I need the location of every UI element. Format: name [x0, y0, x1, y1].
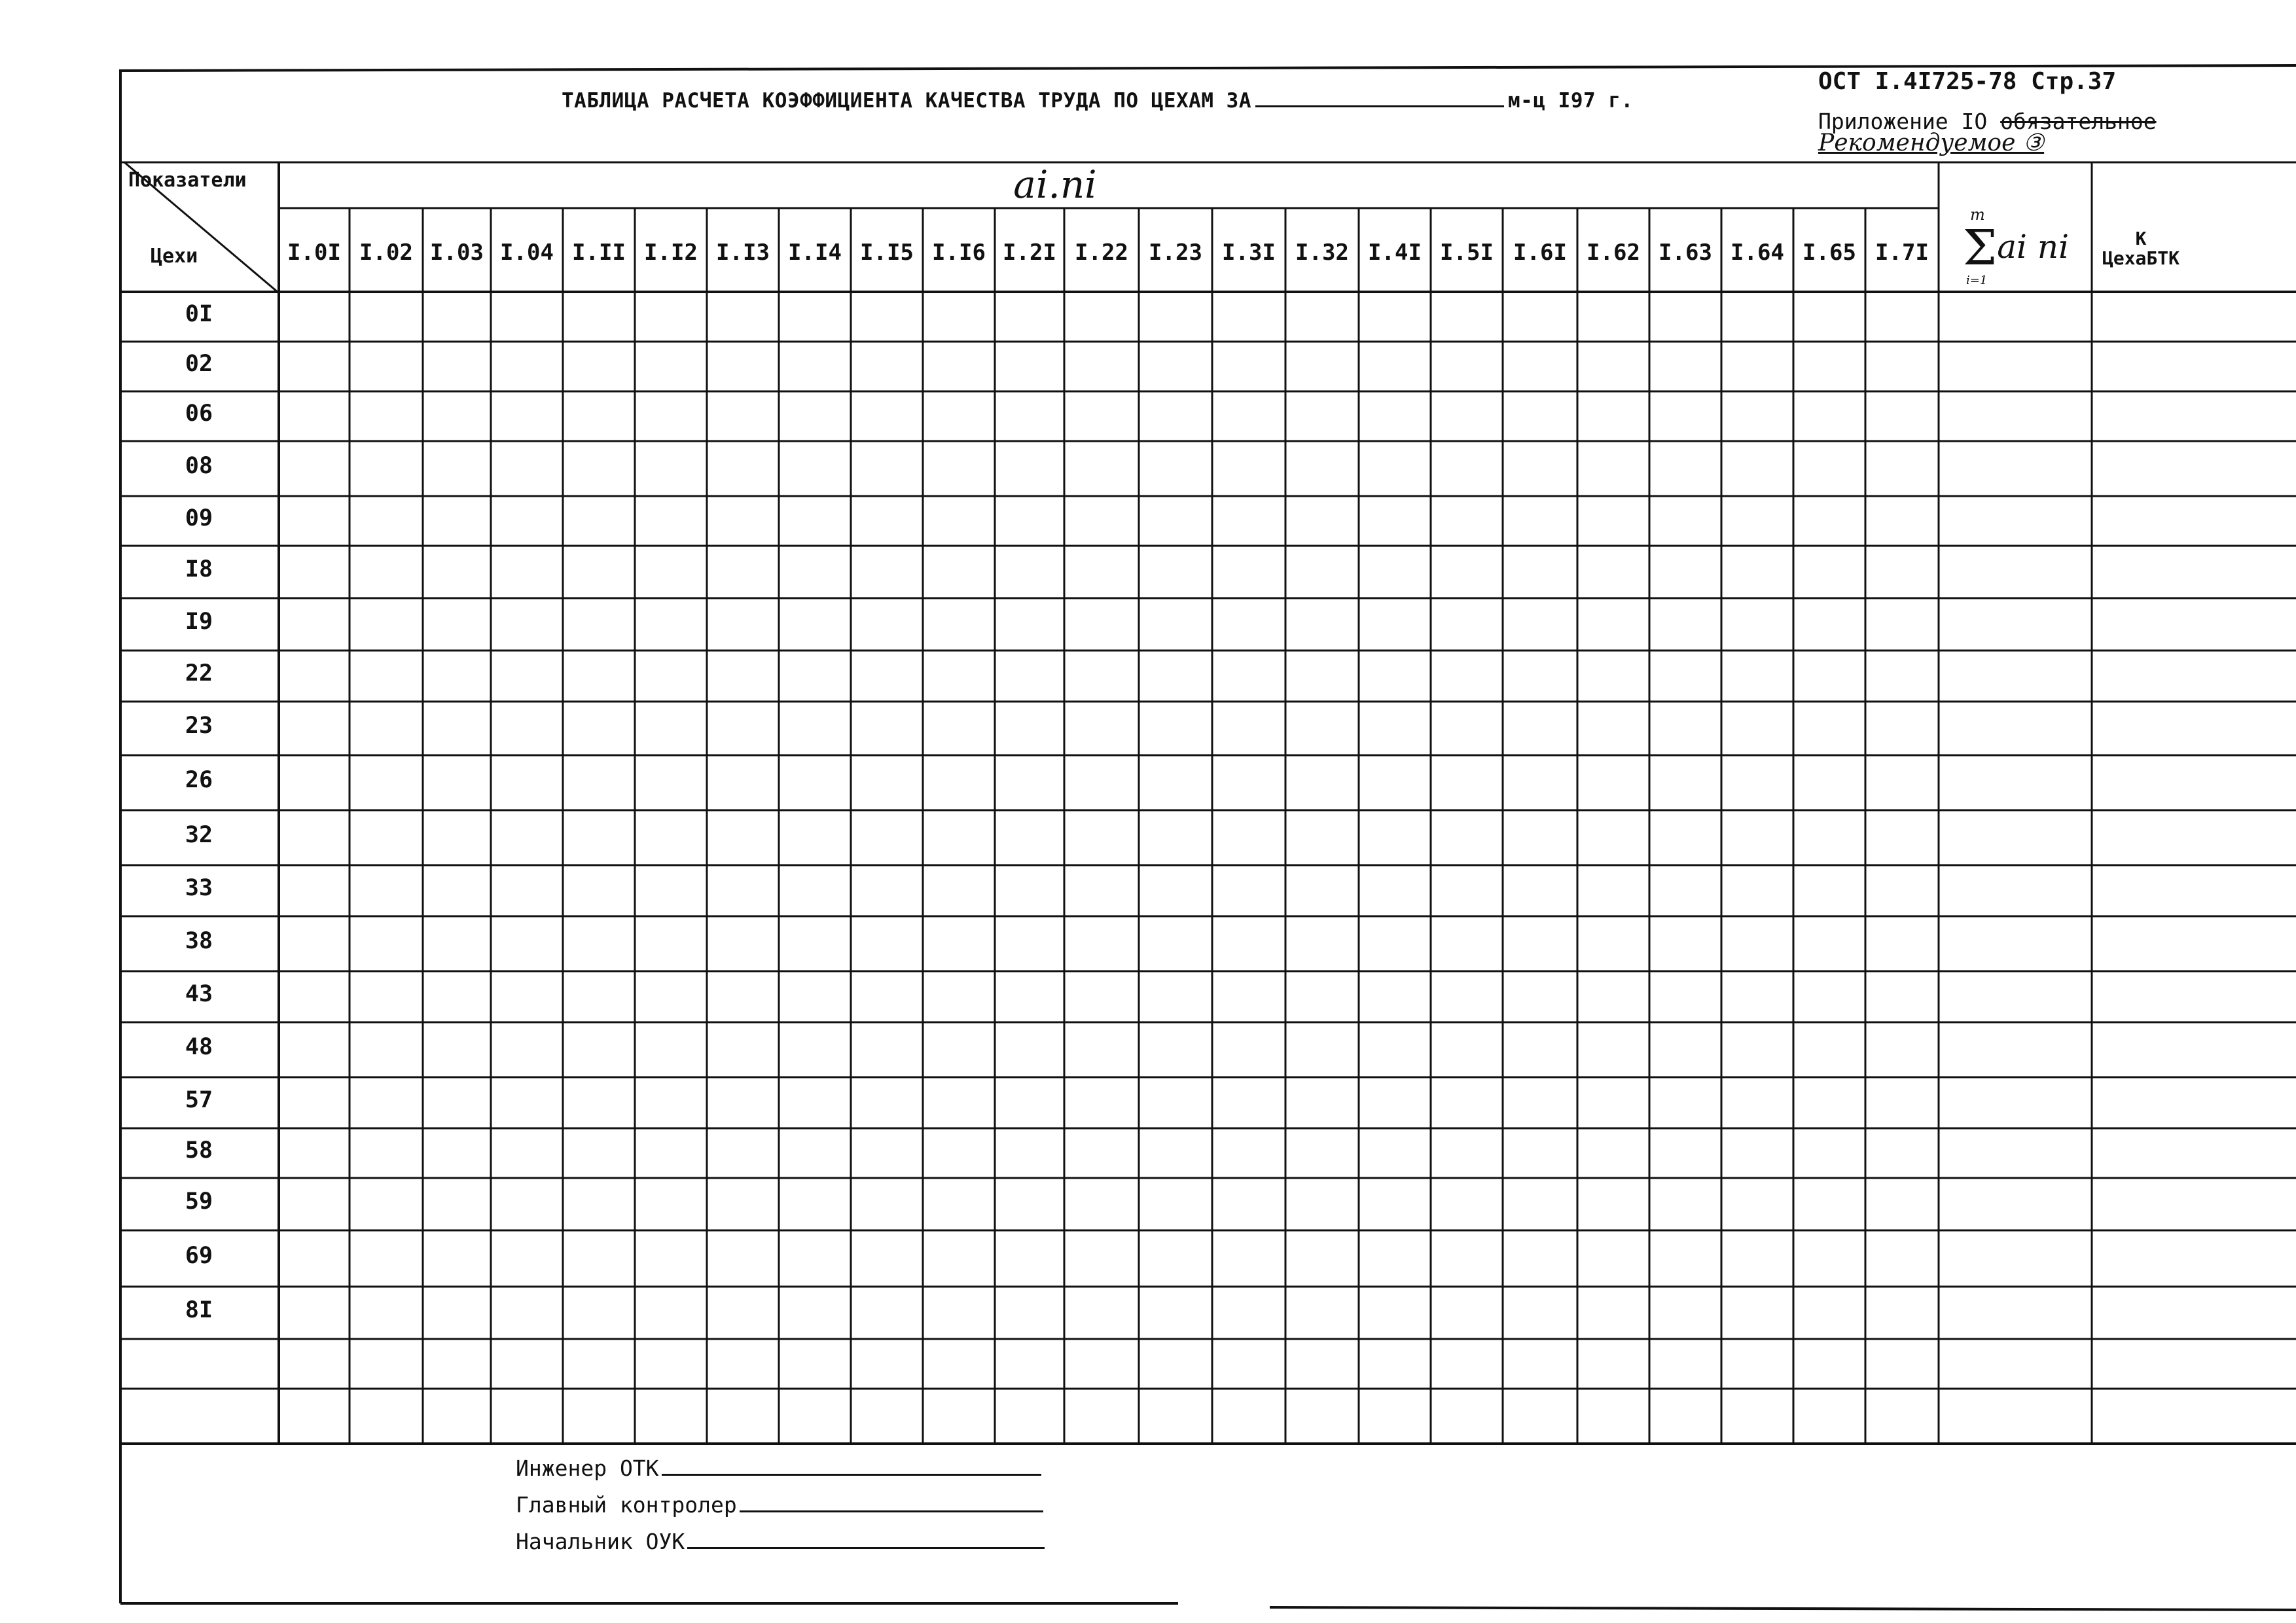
row-label: 0I	[185, 301, 213, 327]
signature-line	[516, 1455, 1041, 1481]
column-code: I.64	[1731, 240, 1784, 266]
k-label-top: К	[2135, 228, 2147, 249]
column-code: I.I2	[644, 240, 698, 266]
signature-field[interactable]	[662, 1461, 1041, 1476]
row-label: 02	[185, 351, 213, 377]
column-code: I.65	[1803, 240, 1856, 266]
row-label: 22	[185, 660, 213, 687]
standard-reference: ОСТ I.4I725-78 Стр.37	[1818, 68, 2117, 95]
column-code: I.3I	[1222, 240, 1276, 266]
k-label-bottom: ЦехаБТК	[2102, 247, 2179, 269]
column-code: I.03	[430, 240, 484, 266]
signature-line	[516, 1492, 1043, 1518]
column-code: I.0I	[287, 240, 341, 266]
column-code: I.7I	[1875, 240, 1929, 266]
row-label: 33	[185, 875, 213, 901]
sum-label: ai ni	[1997, 228, 2070, 266]
row-label: 23	[185, 713, 213, 739]
column-code: I.4I	[1368, 240, 1422, 266]
form-title-text: ТАБЛИЦА РАСЧЕТА КОЭФФИЦИЕНТА КАЧЕСТВА ТРУДА ПО ЦЕХАМ ЗА	[562, 89, 1251, 113]
sigma-icon: Σ	[1962, 220, 1998, 276]
column-code: I.32	[1295, 240, 1349, 266]
corner-label-indicators: Показатели	[128, 169, 247, 192]
appendix-prefix: Приложение IO	[1818, 109, 1988, 134]
column-code: I.62	[1587, 240, 1640, 266]
form-title-suffix: м-ц I97 г.	[1508, 89, 1634, 113]
column-code: I.22	[1075, 240, 1128, 266]
row-label: 09	[185, 505, 213, 531]
row-label: 32	[185, 822, 213, 848]
sum-column-header	[1937, 205, 2094, 287]
row-label: 48	[185, 1034, 213, 1060]
column-code: I.I3	[716, 240, 770, 266]
row-label: 06	[185, 401, 213, 427]
column-code: I.2I	[1003, 240, 1056, 266]
row-label: 59	[185, 1188, 213, 1215]
row-label: 08	[185, 453, 213, 479]
handwritten-note: Рекомендуемое ③	[1818, 130, 2045, 156]
column-code: I.II	[572, 240, 626, 266]
month-field[interactable]	[1255, 90, 1504, 107]
column-code: I.6I	[1513, 240, 1567, 266]
column-code: I.23	[1149, 240, 1202, 266]
column-code: I.04	[500, 240, 554, 266]
row-label: I9	[185, 609, 213, 635]
group-label: ai.ni	[1013, 162, 1097, 207]
column-code: I.I6	[932, 240, 986, 266]
row-label: 69	[185, 1243, 213, 1269]
column-code: I.63	[1659, 240, 1712, 266]
k-column-header	[2092, 229, 2190, 268]
sum-lower-limit: i=1	[1966, 274, 1988, 287]
column-code: I.5I	[1440, 240, 1494, 266]
appendix-struck-word: обязательное	[2000, 109, 2157, 134]
corner-label-shops: Цехи	[151, 245, 198, 268]
row-label: 8I	[185, 1297, 213, 1323]
column-code: I.02	[359, 240, 413, 266]
row-label: 58	[185, 1137, 213, 1164]
signature-field[interactable]	[740, 1497, 1043, 1512]
column-code: I.I5	[860, 240, 914, 266]
row-label: I8	[185, 556, 213, 582]
row-label: 57	[185, 1087, 213, 1113]
signature-label: Инженер ОТК	[516, 1455, 659, 1481]
form-title	[562, 89, 1634, 113]
signature-line	[516, 1529, 1045, 1554]
sum-upper-limit: m	[1970, 205, 1985, 224]
row-label: 38	[185, 928, 213, 954]
signature-label: Начальник ОУК	[516, 1529, 685, 1554]
column-code: I.I4	[788, 240, 842, 266]
row-label: 43	[185, 981, 213, 1007]
signature-field[interactable]	[687, 1534, 1045, 1549]
signature-label: Главный контролер	[516, 1492, 737, 1518]
row-label: 26	[185, 767, 213, 793]
